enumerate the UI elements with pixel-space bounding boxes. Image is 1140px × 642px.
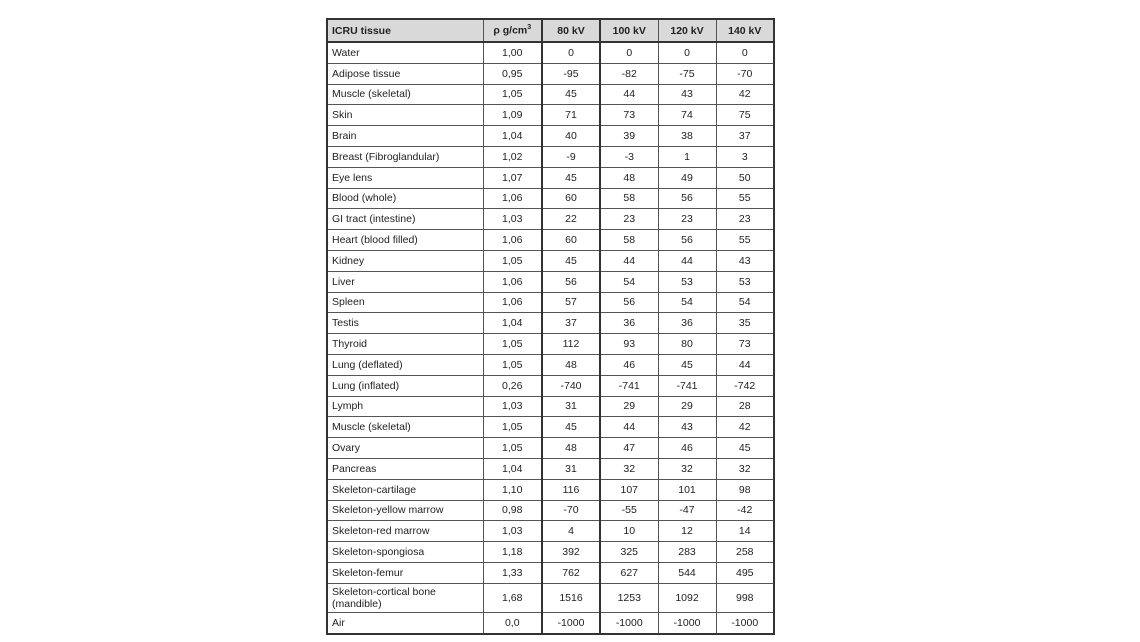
table-row [327,146,774,167]
cell-100kv: 29 [600,396,658,417]
table-row [327,42,774,63]
cell-100kv: 627 [600,562,658,583]
cell-120kv: 80 [658,334,716,355]
cell-tissue: Ovary [327,438,483,459]
table-row [327,583,774,612]
cell-120kv: 54 [658,292,716,313]
cell-density: 1,05 [483,438,542,459]
cell-density: 1,04 [483,458,542,479]
cell-density: 1,07 [483,167,542,188]
cell-120kv: 43 [658,84,716,105]
cell-tissue: Brain [327,126,483,147]
cell-80kv: 57 [542,292,600,313]
cell-tissue: Skeleton-spongiosa [327,542,483,563]
table-row [327,542,774,563]
cell-tissue: Skeleton-yellow marrow [327,500,483,521]
cell-140kv: 50 [716,167,774,188]
cell-120kv: -47 [658,500,716,521]
cell-140kv: 53 [716,271,774,292]
header-140kv: 140 kV [716,19,774,42]
cell-density: 1,05 [483,84,542,105]
cell-tissue: Skin [327,105,483,126]
cell-100kv: 23 [600,209,658,230]
cell-density: 1,33 [483,562,542,583]
cell-140kv: 495 [716,562,774,583]
table-row [327,354,774,375]
cell-140kv: 55 [716,230,774,251]
cell-80kv: 4 [542,521,600,542]
cell-density: 1,03 [483,396,542,417]
cell-density: 1,05 [483,354,542,375]
cell-tissue: Muscle (skeletal) [327,84,483,105]
cell-tissue: Air [327,612,483,633]
cell-120kv: 56 [658,188,716,209]
cell-140kv: -742 [716,375,774,396]
cell-100kv: 36 [600,313,658,334]
cell-100kv: 46 [600,354,658,375]
cell-tissue: Skeleton-red marrow [327,521,483,542]
cell-100kv: 44 [600,84,658,105]
cell-80kv: -1000 [542,612,600,633]
header-density-label: ρ g/cm [493,24,528,37]
cell-density: 1,02 [483,146,542,167]
cell-tissue: Breast (Fibroglandular) [327,146,483,167]
cell-100kv: 44 [600,250,658,271]
header-icru-tissue: ICRU tissue [327,19,483,42]
cell-80kv: 40 [542,126,600,147]
cell-100kv: 93 [600,334,658,355]
cell-80kv: -740 [542,375,600,396]
cell-100kv: 58 [600,188,658,209]
cell-tissue: Blood (whole) [327,188,483,209]
cell-140kv: 37 [716,126,774,147]
cell-100kv: 47 [600,438,658,459]
cell-120kv: 283 [658,542,716,563]
cell-tissue: Skeleton-cartilage [327,479,483,500]
cell-100kv: 32 [600,458,658,479]
cell-120kv: -75 [658,63,716,84]
table-row [327,292,774,313]
cell-140kv: 28 [716,396,774,417]
cell-tissue: Lung (inflated) [327,375,483,396]
cell-140kv: 54 [716,292,774,313]
cell-140kv: 3 [716,146,774,167]
cell-100kv: -1000 [600,612,658,633]
table-header-row [327,19,774,42]
cell-140kv: 14 [716,521,774,542]
cell-100kv: 73 [600,105,658,126]
table-body [327,42,774,634]
cell-density: 1,18 [483,542,542,563]
cell-140kv: 73 [716,334,774,355]
cell-140kv: 44 [716,354,774,375]
cell-140kv: 55 [716,188,774,209]
cell-tissue: Liver [327,271,483,292]
cell-density: 0,0 [483,612,542,633]
cell-density: 1,04 [483,126,542,147]
cell-120kv: 49 [658,167,716,188]
cell-120kv: -1000 [658,612,716,633]
cell-140kv: 75 [716,105,774,126]
cell-80kv: 45 [542,84,600,105]
header-100kv: 100 kV [600,19,658,42]
cell-80kv: 45 [542,250,600,271]
table-row [327,126,774,147]
table-row [327,105,774,126]
cell-120kv: 12 [658,521,716,542]
cell-density: 0,95 [483,63,542,84]
cell-100kv: 48 [600,167,658,188]
cell-120kv: 544 [658,562,716,583]
cell-80kv: 22 [542,209,600,230]
cell-80kv: 45 [542,417,600,438]
table-row [327,521,774,542]
cell-tissue: GI tract (intestine) [327,209,483,230]
cell-tissue: Heart (blood filled) [327,230,483,251]
cell-100kv: 56 [600,292,658,313]
cell-100kv: 325 [600,542,658,563]
cell-80kv: 60 [542,230,600,251]
cell-tissue: Adipose tissue [327,63,483,84]
cell-100kv: 0 [600,42,658,63]
cell-140kv: 258 [716,542,774,563]
cell-tissue: Skeleton-femur [327,562,483,583]
cell-100kv: 39 [600,126,658,147]
table-row [327,209,774,230]
table-row [327,84,774,105]
cell-density: 1,68 [483,583,542,612]
cell-80kv: 71 [542,105,600,126]
cell-density: 1,05 [483,334,542,355]
cell-density: 0,98 [483,500,542,521]
cell-tissue: Lung (deflated) [327,354,483,375]
cell-tissue: Spleen [327,292,483,313]
cell-140kv: 23 [716,209,774,230]
cell-120kv: 1 [658,146,716,167]
cell-tissue: Lymph [327,396,483,417]
cell-140kv: 42 [716,417,774,438]
cell-density: 1,05 [483,250,542,271]
cell-120kv: 53 [658,271,716,292]
cell-120kv: 32 [658,458,716,479]
cell-140kv: 98 [716,479,774,500]
cell-140kv: 43 [716,250,774,271]
cell-density: 1,10 [483,479,542,500]
cell-100kv: 44 [600,417,658,438]
cell-120kv: 0 [658,42,716,63]
table-row [327,438,774,459]
cell-80kv: 31 [542,458,600,479]
cell-density: 1,00 [483,42,542,63]
table-row [327,479,774,500]
cell-120kv: 44 [658,250,716,271]
cell-density: 1,03 [483,209,542,230]
ct-number-table [326,18,775,635]
cell-density: 1,06 [483,292,542,313]
cell-120kv: 36 [658,313,716,334]
table-row [327,271,774,292]
cell-tissue: Muscle (skeletal) [327,417,483,438]
table-row [327,188,774,209]
cell-density: 1,06 [483,188,542,209]
cell-140kv: -42 [716,500,774,521]
cell-tissue: Eye lens [327,167,483,188]
table-row [327,167,774,188]
cell-100kv: 1253 [600,583,658,612]
table-row [327,612,774,633]
header-density-exponent: 3 [527,24,532,32]
cell-80kv: 1516 [542,583,600,612]
cell-tissue: Kidney [327,250,483,271]
cell-140kv: 45 [716,438,774,459]
cell-120kv: -741 [658,375,716,396]
cell-80kv: 392 [542,542,600,563]
cell-80kv: 112 [542,334,600,355]
cell-120kv: 1092 [658,583,716,612]
cell-80kv: 56 [542,271,600,292]
cell-100kv: -3 [600,146,658,167]
cell-120kv: 43 [658,417,716,438]
cell-80kv: 48 [542,354,600,375]
cell-tissue: Testis [327,313,483,334]
cell-100kv: 107 [600,479,658,500]
cell-140kv: 42 [716,84,774,105]
cell-100kv: 54 [600,271,658,292]
cell-80kv: 60 [542,188,600,209]
cell-140kv: 998 [716,583,774,612]
cell-tissue: Skeleton-cortical bone (mandible) [327,583,483,612]
cell-100kv: 58 [600,230,658,251]
table-row [327,562,774,583]
cell-density: 1,03 [483,521,542,542]
cell-120kv: 46 [658,438,716,459]
table-row [327,250,774,271]
cell-120kv: 56 [658,230,716,251]
cell-density: 1,06 [483,230,542,251]
table-row [327,500,774,521]
cell-100kv: 10 [600,521,658,542]
table-row [327,230,774,251]
cell-80kv: 31 [542,396,600,417]
header-80kv: 80 kV [542,19,600,42]
cell-density: 1,04 [483,313,542,334]
cell-density: 1,05 [483,417,542,438]
cell-tissue: Thyroid [327,334,483,355]
cell-80kv: 48 [542,438,600,459]
table-row [327,63,774,84]
table-row [327,396,774,417]
cell-120kv: 38 [658,126,716,147]
header-density [483,19,542,42]
cell-80kv: 37 [542,313,600,334]
cell-140kv: 32 [716,458,774,479]
cell-density: 1,06 [483,271,542,292]
cell-100kv: -741 [600,375,658,396]
cell-140kv: -70 [716,63,774,84]
cell-density: 0,26 [483,375,542,396]
cell-80kv: 45 [542,167,600,188]
cell-100kv: -82 [600,63,658,84]
cell-80kv: -9 [542,146,600,167]
cell-80kv: 116 [542,479,600,500]
cell-120kv: 45 [658,354,716,375]
cell-120kv: 23 [658,209,716,230]
cell-100kv: -55 [600,500,658,521]
table-row [327,313,774,334]
cell-tissue: Water [327,42,483,63]
cell-120kv: 74 [658,105,716,126]
cell-120kv: 29 [658,396,716,417]
table-row [327,458,774,479]
cell-80kv: 762 [542,562,600,583]
cell-140kv: 0 [716,42,774,63]
cell-120kv: 101 [658,479,716,500]
cell-140kv: 35 [716,313,774,334]
cell-80kv: -95 [542,63,600,84]
table-row [327,334,774,355]
cell-tissue: Pancreas [327,458,483,479]
cell-80kv: 0 [542,42,600,63]
table-row [327,375,774,396]
table-row [327,417,774,438]
cell-density: 1,09 [483,105,542,126]
header-120kv: 120 kV [658,19,716,42]
cell-140kv: -1000 [716,612,774,633]
cell-80kv: -70 [542,500,600,521]
